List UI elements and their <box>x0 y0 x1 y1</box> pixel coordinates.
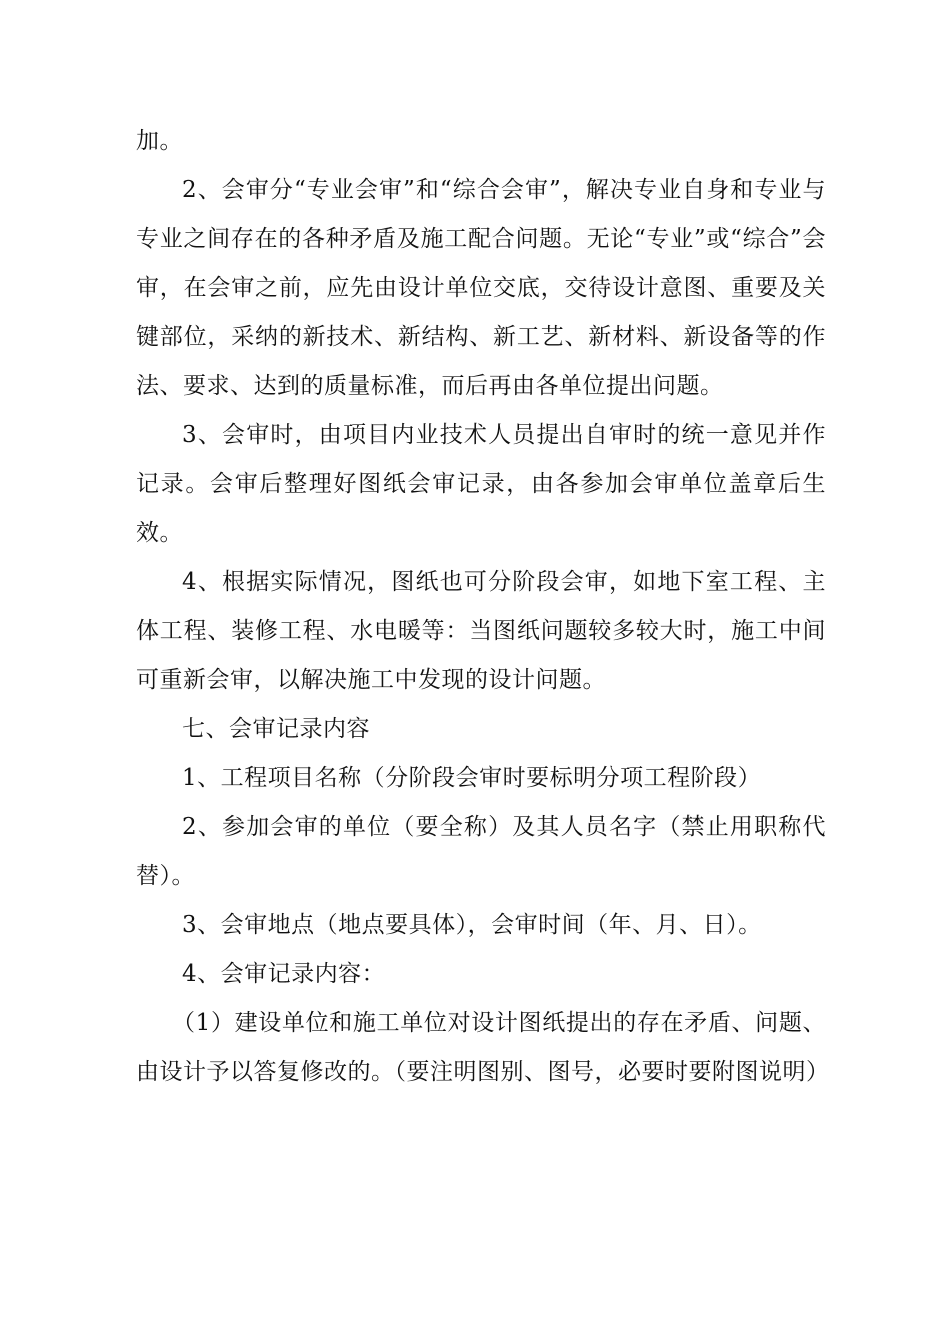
paragraph-record-item-3: 3、会审地点（地点要具体），会审时间（年、月、日）。 <box>182 912 762 938</box>
paragraph-item-4-staged-review: 4、根据实际情况，图纸也可分阶段会审，如地下室工程、主体工程、装修工程、水电暖等：当图纸问题较多较大时，施工中间可重新会审，以解决施工中发现的设计问题。 <box>136 569 826 693</box>
section-heading-review-record-content: 七、会审记录内容 <box>182 716 370 742</box>
document-body <box>136 117 830 1097</box>
paragraph-record-item-1: 1、工程项目名称（分阶段会审时要标明分项工程阶段） <box>182 765 762 791</box>
paragraph-item-3-review-record: 3、会审时，由项目内业技术人员提出自审时的统一意见并作记录。会审后整理好图纸会审记录，由各参加会审单位盖章后生效。 <box>136 422 826 546</box>
paragraph-record-item-2: 2、参加会审的单位（要全称）及其人员名字（禁止用职称代替）。 <box>136 814 826 889</box>
paragraph-item-2-review-types: 2、会审分“专业会审”和“综合会审”，解决专业自身和专业与专业之间存在的各种矛盾及施工配合问题。无论“专业”或“综合”会审，在会审之前，应先由设计单位交底，交待设计意图、重要及关键部位，采纳的新技术、新结构、新工艺、新材料、新设备等的作法、要求、达到的质量标准，而后再由各单位提出问题。 <box>136 177 826 399</box>
paragraph-record-item-4: 4、会审记录内容： <box>182 961 386 987</box>
paragraph-record-subitem-1: （1）建设单位和施工单位对设计图纸提出的存在矛盾、问题、由设计予以答复修改的。（要注明图别、图号，必要时要附图说明） <box>136 1010 830 1085</box>
paragraph-continuation: 加。 <box>136 128 183 154</box>
